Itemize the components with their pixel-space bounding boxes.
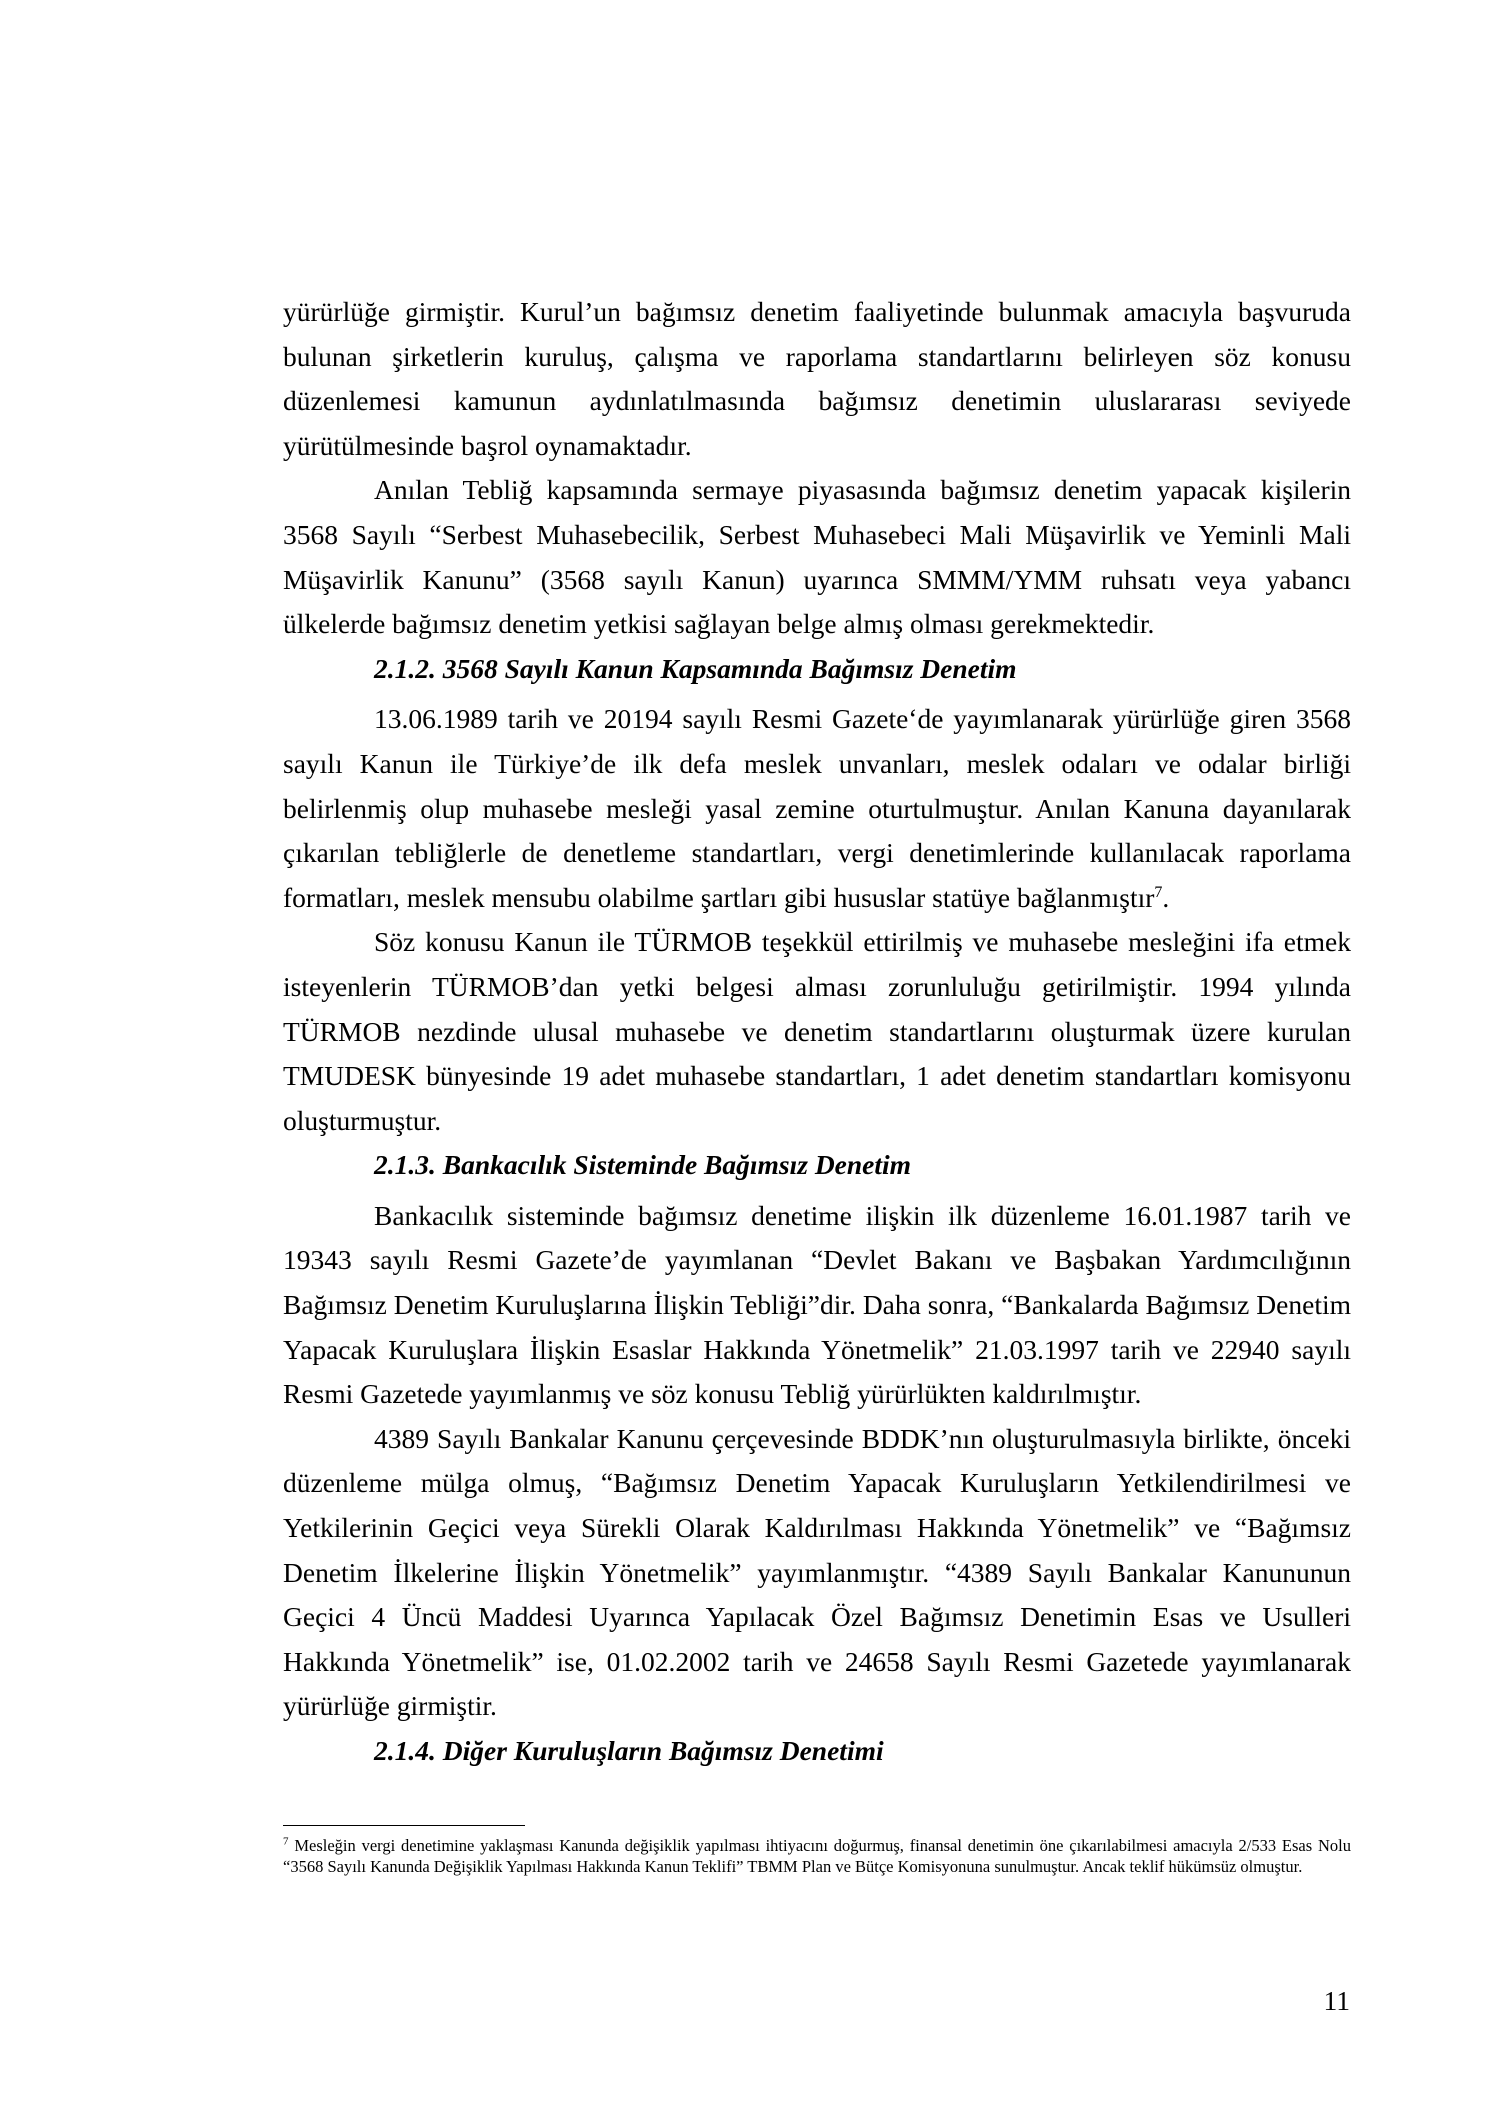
section-heading-2-1-4: 2.1.4. Diğer Kuruluşların Bağımsız Denetimi [374, 1735, 884, 1766]
paragraph-1: yürürlüğe girmiştir. Kurul’un bağımsız denetim faaliyetinde bulunmak amacıyla başvuruda bulunan şirketlerin kuruluş, çalışma ve raporlama standartlarını belirleyen söz konusu düzenlemesi kamunun aydınlatılmasında bağımsız denetimin uluslararası seviyede yürütülmesinde başrol oynamaktadır. [283, 296, 1351, 461]
footnote-7 [283, 1836, 1351, 1877]
body-text [283, 290, 1351, 1774]
paragraph-6: 4389 Sayılı Bankalar Kanunu çerçevesinde BDDK’nın oluşturulmasıyla birlikte, önceki düzenleme mülga olmuş, “Bağımsız Denetim Yapacak Kuruluşların Yetkilendirilmesi ve Yetkilerinin Geçici veya Sürekli Olarak Kaldırılması Hakkında Yönetmelik” ve “Bağımsız Denetim İlkelerine İlişkin Yönetmelik” yayımlanmıştır. “4389 Sayılı Bankalar Kanununun Geçici 4 Üncü Maddesi Uyarınca Yapılacak Özel Bağımsız Denetimin Esas ve Usulleri Hakkında Yönetmelik” ise, 01.02.2002 tarih ve 24658 Sayılı Resmi Gazetede yayımlanarak yürürlüğe girmiştir. [283, 1422, 1351, 1722]
footnote-divider [283, 1825, 525, 1826]
footnote-number: 7 [283, 1835, 289, 1848]
paragraph-2: Anılan Tebliğ kapsamında sermaye piyasasında bağımsız denetim yapacak kişilerin 3568 Sayılı “Serbest Muhasebecilik, Serbest Muhasebeci Mali Müşavirlik ve Yeminli Mali Müşavirlik Kanunu” (3568 sayılı Kanun) uyarınca SMMM/YMM ruhsatı veya yabancı ülkelerde bağımsız denetim yetkisi sağlayan belge almış olması gerekmektedir. [283, 474, 1351, 640]
footnote-text: Mesleğin vergi denetimine yaklaşması Kanunda değişiklik yapılması ihtiyacını doğurmuş, finansal denetimin öne çıkarılabilmesi amacıyla 2/533 Esas Nolu “3568 Sayılı Kanunda Değişiklik Yapılması Hakkında Kanun Teklifi” TBMM Plan ve Bütçe Komisyonuna sunulmuştur. Ancak teklif hükümsüz olmuştur. [283, 1836, 1351, 1876]
footnote-ref-7: 7 [1154, 883, 1163, 901]
paragraph-3-end: . [1162, 881, 1170, 913]
paragraph-5: Bankacılık sisteminde bağımsız denetime ilişkin ilk düzenleme 16.01.1987 tarih ve 19343 sayılı Resmi Gazete’de yayımlanan “Devlet Bakanı ve Başbakan Yardımcılığının Bağımsız Denetim Kuruluşlarına İlişkin Tebliği”dir. Daha sonra, “Bankalarda Bağımsız Denetim Yapacak Kuruluşlara İlişkin Esaslar Hakkında Yönetmelik” 21.03.1997 tarih ve 22940 sayılı Resmi Gazetede yayımlanmış ve söz konusu Tebliğ yürürlükten kaldırılmıştır. [283, 1199, 1351, 1410]
paragraph-3-text: 13.06.1989 tarih ve 20194 sayılı Resmi Gazete‘de yayımlanarak yürürlüğe giren 3568 sayılı Kanun ile Türkiye’de ilk defa meslek unvanları, meslek odaları ve odalar birliği belirlenmiş olup muhasebe mesleği yasal zemine oturtulmuştur. Anılan Kanuna dayanılarak çıkarılan tebliğlerle de denetleme standartları, vergi denetimlerinde kullanılacak raporlama formatları, meslek mensubu olabilme şartları gibi hususlar statüye bağlanmıştır [283, 703, 1351, 913]
section-heading-2-1-2: 2.1.2. 3568 Sayılı Kanun Kapsamında Bağımsız Denetim [374, 652, 1017, 684]
section-heading-2-1-3: 2.1.3. Bankacılık Sisteminde Bağımsız Denetim [374, 1149, 912, 1181]
paragraph-4: Söz konusu Kanun ile TÜRMOB teşekkül ettirilmiş ve muhasebe mesleğini ifa etmek isteyenlerin TÜRMOB’dan yetki belgesi alması zorunluluğu getirilmiştir. 1994 yılında TÜRMOB nezdinde ulusal muhasebe ve denetim standartlarını oluşturmak üzere kurulan TMUDESK bünyesinde 19 adet muhasebe standartları, 1 adet denetim standartları komisyonu oluşturmuştur. [283, 926, 1351, 1136]
page-number: 11 [1323, 1985, 1350, 2016]
paragraph-3 [283, 697, 1351, 920]
